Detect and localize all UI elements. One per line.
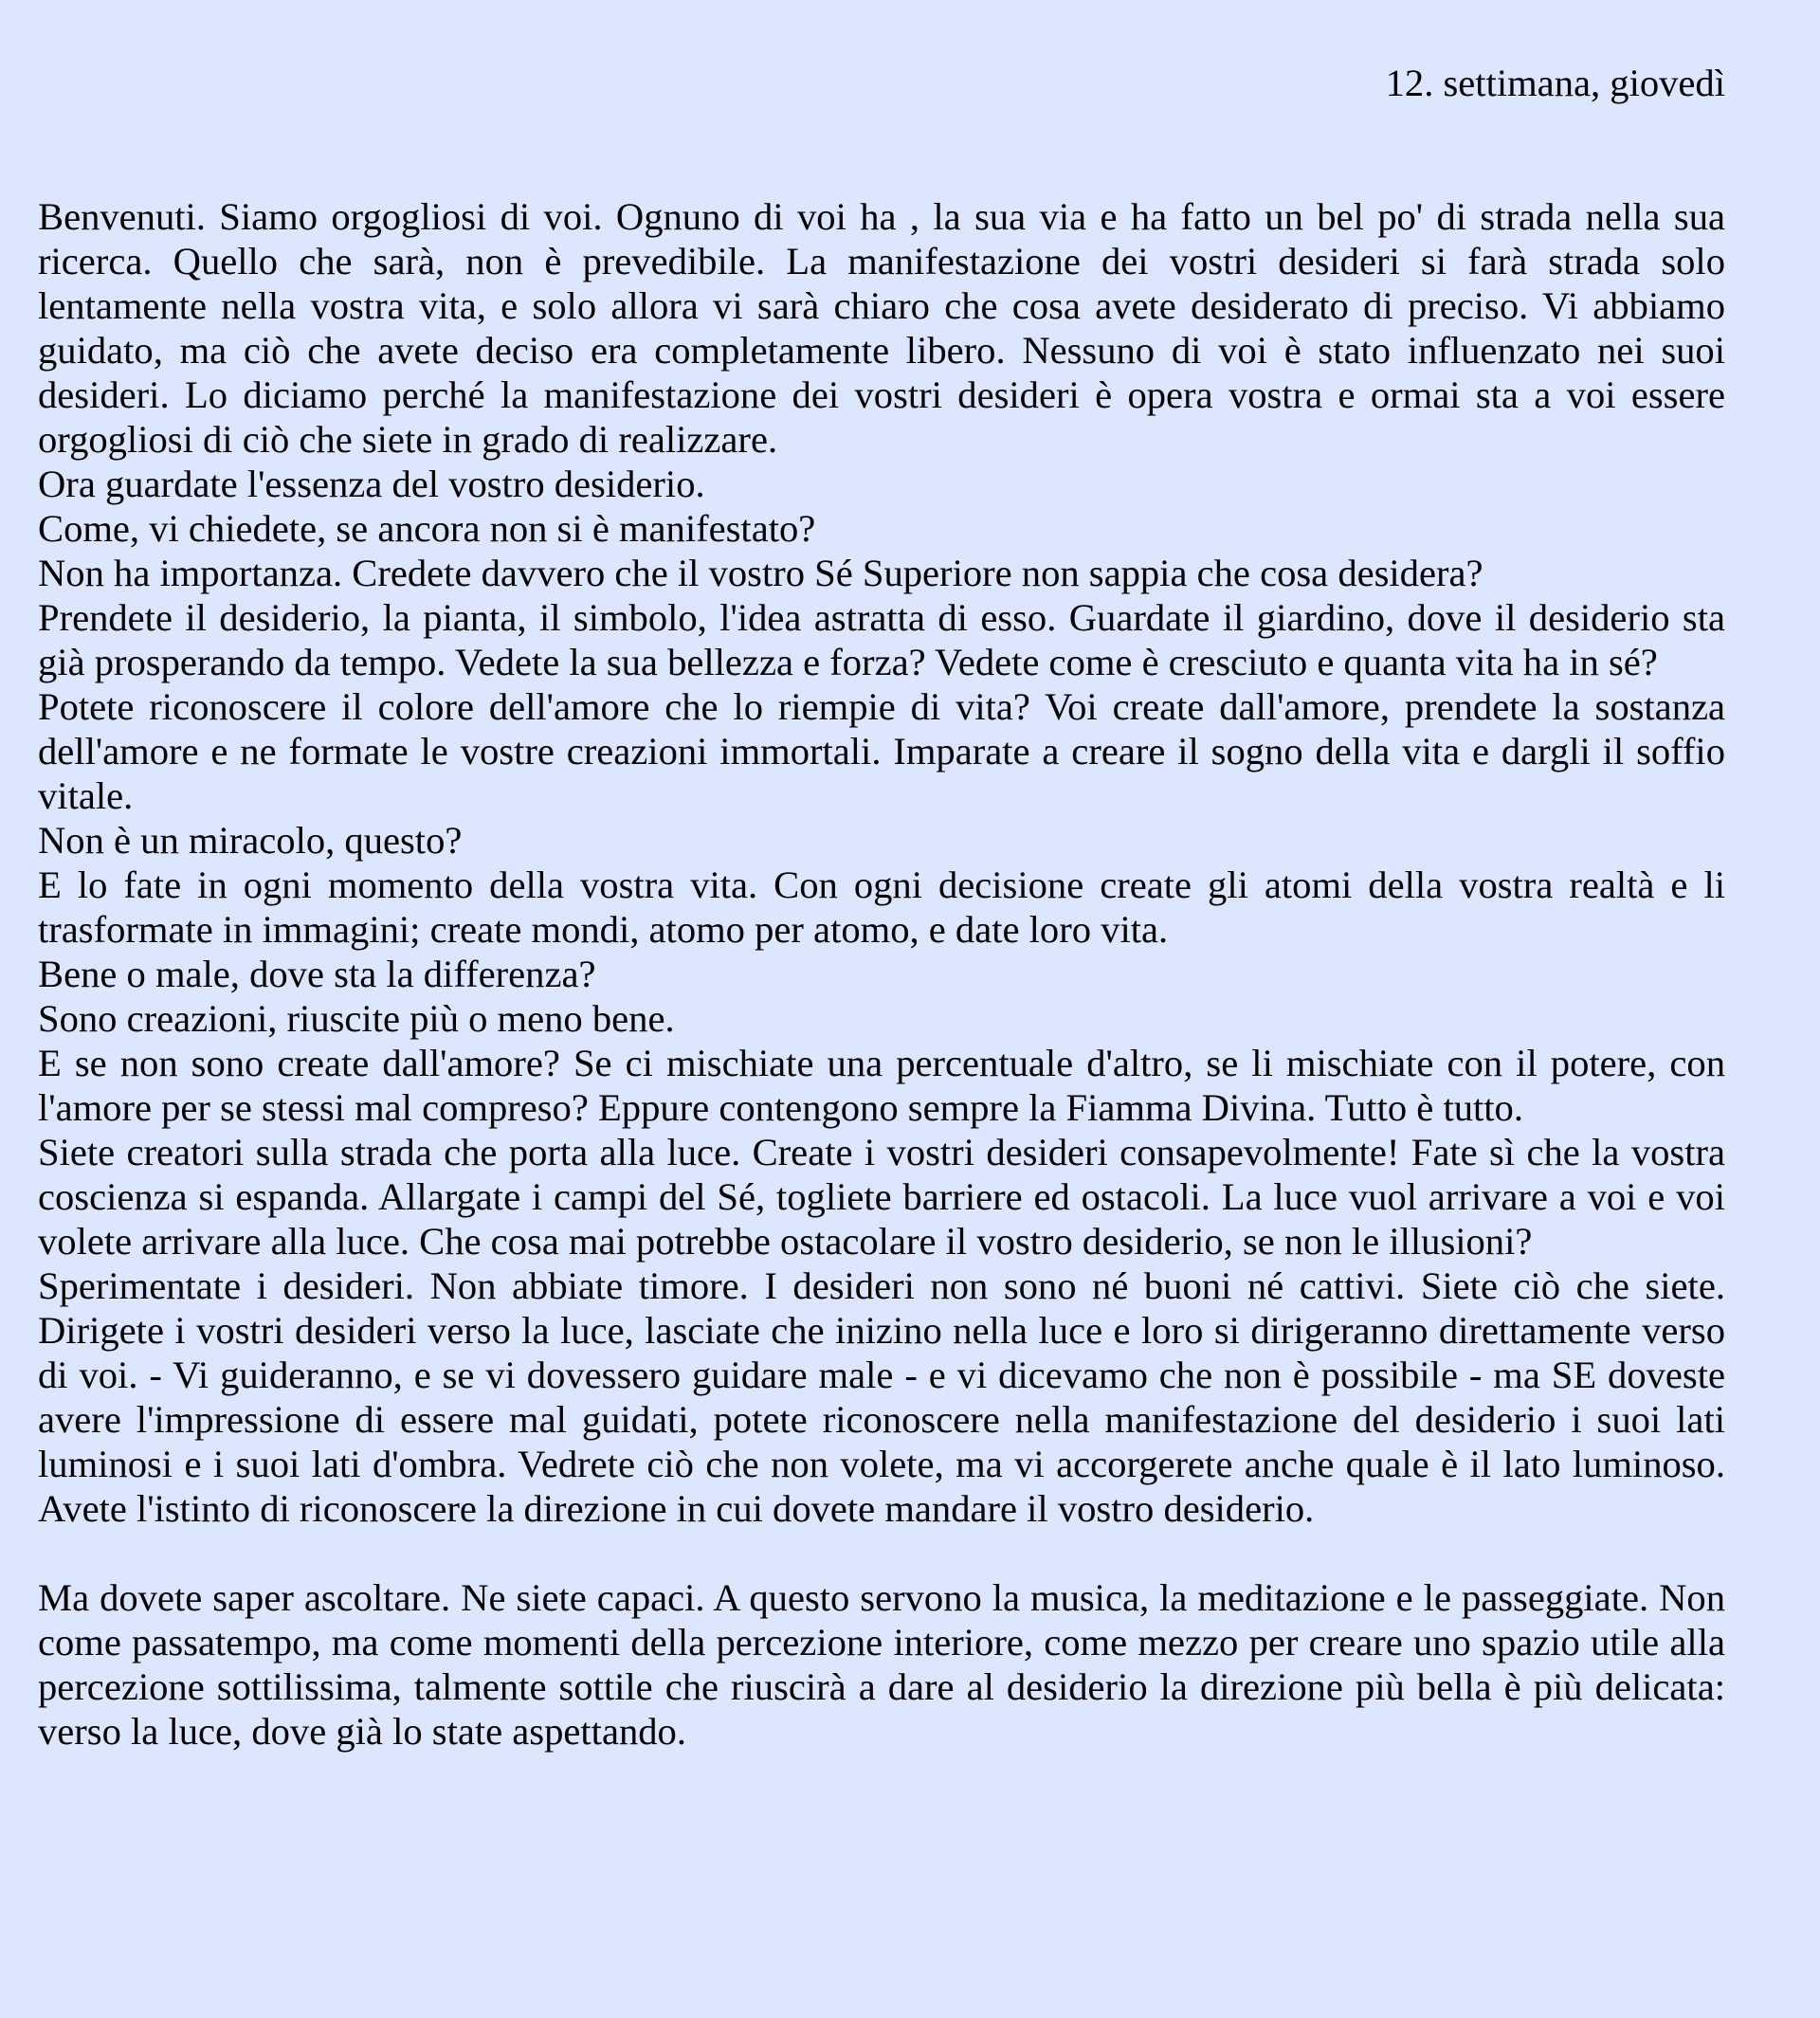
paragraph: Potete riconoscere il colore dell'amore che lo riempie di vita? Voi create dall'amore, prendete la sostanza dell'amore e ne formate le vostre creazioni immortali. Imparate a creare il sogno della vita e dargli il soffio vitale. xyxy=(38,685,1725,817)
paragraph: Benvenuti. Siamo orgogliosi di voi. Ognuno di voi ha , la sua via e ha fatto un bel po' di strada nella sua ricerca. Quello che sarà, non è prevedibile. La manifestazione dei vostri desideri si farà strada solo lentamente nella vostra vita, e solo allora vi sarà chiaro che cosa avete desiderato di preciso. Vi abbiamo guidato, ma ciò che avete deciso era completamente libero. Nessuno di voi è stato influenzato nei suoi desideri. Lo diciamo perché la manifestazione dei vostri desideri è opera vostra e ormai sta a voi essere orgogliosi di ciò che siete in grado di realizzare. xyxy=(38,195,1725,461)
paragraph: Bene o male, dove sta la differenza? xyxy=(38,953,596,995)
header-spacer xyxy=(38,105,1725,194)
paragraph: Siete creatori sulla strada che porta alla luce. Create i vostri desideri consapevolmente! Fate sì che la vostra coscienza si espanda. Allargate i campi del Sé, togliete barriere ed ostacoli. La luce vuol arrivare a voi e voi volete arrivare alla luce. Che cosa mai potrebbe ostacolare il vostro desiderio, se non le illusioni? xyxy=(38,1131,1725,1263)
paragraph: Sono creazioni, riuscite più o meno bene. xyxy=(38,997,675,1040)
paragraph: Non è un miracolo, questo? xyxy=(38,819,463,862)
paragraph: Sperimentate i desideri. Non abbiate timore. I desideri non sono né buoni né cattivi. Siete ciò che siete. Dirigete i vostri desideri verso la luce, lasciate che inizino nella luce e loro si dirigeranno direttamente verso di voi. - Vi guideranno, e se vi dovessero guidare male - e vi dicevamo che non è possibile - ma SE doveste avere l'impressione di essere mal guidati, potete riconoscere nella manifestazione del desiderio i suoi lati luminosi e i suoi lati d'ombra. Vedrete ciò che non volete, ma vi accorgerete anche quale è il lato luminoso. Avete l'istinto di riconoscere la direzione in cui dovete mandare il vostro desiderio. xyxy=(38,1264,1725,1530)
section-1 xyxy=(38,194,1725,1531)
paragraph: E se non sono create dall'amore? Se ci mischiate una percentuale d'altro, se li mischiate con il potere, con l'amore per se stessi mal compreso? Eppure contengono sempre la Fiamma Divina. Tutto è tutto. xyxy=(38,1042,1725,1129)
paragraph: Ora guardate l'essenza del vostro desiderio. xyxy=(38,463,705,505)
date-header: 12. settimana, giovedì xyxy=(1385,62,1725,104)
paragraph: Prendete il desiderio, la pianta, il simbolo, l'idea astratta di esso. Guardate il giardino, dove il desiderio sta già prosperando da tempo. Vedete la sua bellezza e forza? Vedete come è cresciuto e quanta vita ha in sé? xyxy=(38,596,1725,683)
paragraph: Come, vi chiedete, se ancora non si è manifestato? xyxy=(38,507,816,550)
paragraph: Ma dovete saper ascoltare. Ne siete capaci. A questo servono la musica, la meditazione e le passeggiate. Non come passatempo, ma come momenti della percezione interiore, come mezzo per creare uno spazio utile alla percezione sottilissima, talmente sottile che riuscirà a dare al desiderio la direzione più bella è più delicata: verso la luce, dove già lo state aspettando. xyxy=(38,1576,1725,1753)
section-2 xyxy=(38,1575,1725,1754)
document-page xyxy=(0,61,1725,1754)
blank-line xyxy=(38,1531,1725,1575)
paragraph: E lo fate in ogni momento della vostra vita. Con ogni decisione create gli atomi della vostra realtà e li trasformate in immagini; create mondi, atomo per atomo, e date loro vita. xyxy=(38,864,1725,951)
paragraph: Non ha importanza. Credete davvero che il vostro Sé Superiore non sappia che cosa desidera? xyxy=(38,552,1483,594)
